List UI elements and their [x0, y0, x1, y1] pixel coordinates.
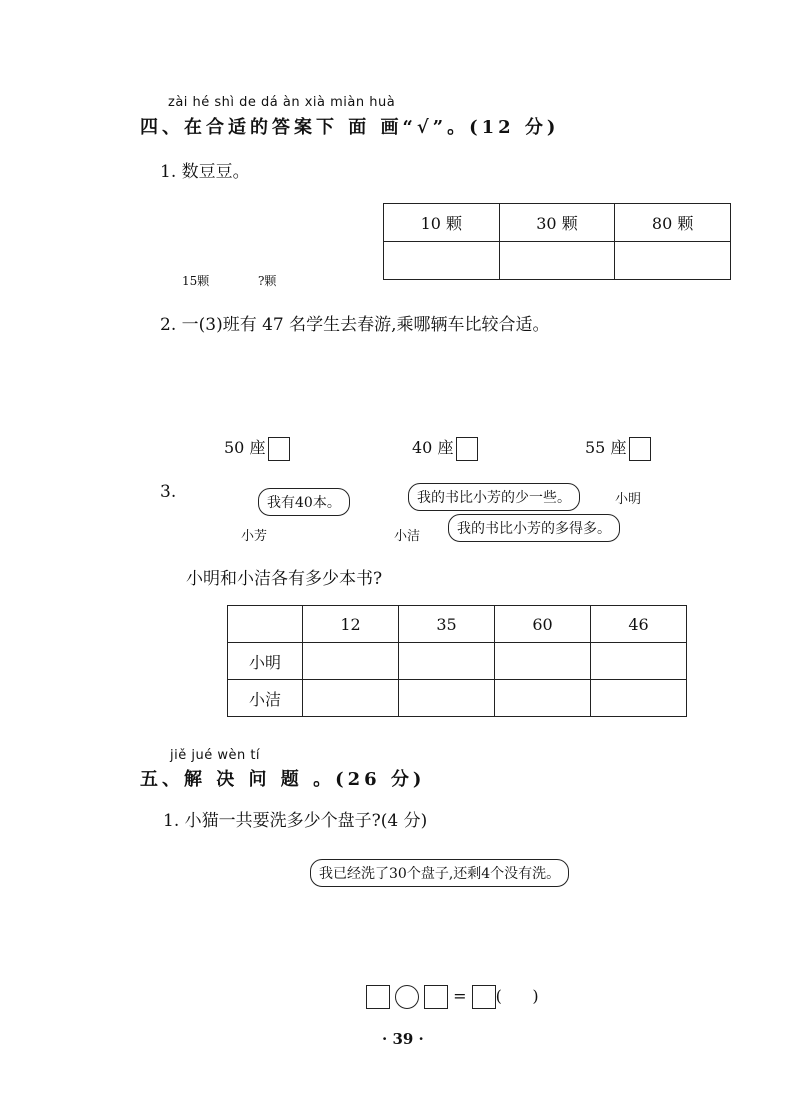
equation-operand-2[interactable] — [424, 985, 448, 1009]
q3-cell[interactable] — [399, 680, 495, 717]
section5-pinyin: jiě jué wèn tí — [170, 748, 261, 763]
q3-option-60: 60 — [495, 606, 591, 643]
q3-answer-table — [227, 605, 687, 717]
seat-checkbox-55[interactable] — [629, 437, 651, 461]
q3-cell[interactable] — [591, 680, 687, 717]
q3-row-label-xiaoming: 小明 — [228, 643, 303, 680]
seat-option-55 — [585, 435, 651, 461]
q3-option-46: 46 — [591, 606, 687, 643]
q3-question: 小明和小洁各有多少本书? — [186, 569, 383, 589]
equation-operand-1[interactable] — [366, 985, 390, 1009]
q3-option-35: 35 — [399, 606, 495, 643]
q1-check-cell-1[interactable] — [384, 242, 500, 280]
name-xiaofang: 小芳 — [241, 529, 268, 544]
speech-cat: 我已经洗了30个盘子,还剩4个没有洗。 — [310, 859, 569, 887]
q1-check-cell-2[interactable] — [499, 242, 615, 280]
q3-cell[interactable] — [591, 643, 687, 680]
seat-option-40 — [412, 435, 478, 461]
seat-label-55: 55 座 — [585, 438, 627, 457]
section4-title: 四、在合适的答案下 面 画“√”。(12 分) — [140, 117, 560, 138]
seat-label-50: 50 座 — [224, 438, 266, 457]
q2-label: 2. 一(3)班有 47 名学生去春游,乘哪辆车比较合适。 — [160, 315, 550, 335]
q3-option-12: 12 — [303, 606, 399, 643]
q1-answer-table — [383, 203, 731, 280]
jar1-caption: 15颗 — [182, 274, 210, 288]
q3-cell[interactable] — [303, 643, 399, 680]
equation-equals: = — [453, 986, 467, 1006]
section5-title: 五、解 决 问 题 。(26 分) — [140, 769, 426, 790]
seat-checkbox-40[interactable] — [456, 437, 478, 461]
equation-result[interactable] — [472, 985, 496, 1009]
q1-check-cell-3[interactable] — [615, 242, 731, 280]
equation-unit[interactable]: ( ) — [495, 986, 539, 1006]
seat-checkbox-50[interactable] — [268, 437, 290, 461]
p1-label: 1. 小猫一共要洗多少个盘子?(4 分) — [163, 811, 428, 831]
seat-label-40: 40 座 — [412, 438, 454, 457]
q3-row-label-xiaojie: 小洁 — [228, 680, 303, 717]
name-xiaoming: 小明 — [615, 492, 642, 507]
speech-xiaoming: 我的书比小芳的多得多。 — [448, 514, 620, 542]
speech-xiaojie: 我的书比小芳的少一些。 — [408, 483, 580, 511]
q3-cell[interactable] — [303, 680, 399, 717]
seat-option-50 — [224, 435, 290, 461]
q3-header-blank — [228, 606, 303, 643]
page-number: · 39 · — [382, 1030, 424, 1048]
q3-cell[interactable] — [495, 643, 591, 680]
p1-equation — [366, 985, 539, 1009]
equation-operator[interactable] — [395, 985, 419, 1009]
q3-cell[interactable] — [495, 680, 591, 717]
name-xiaojie: 小洁 — [394, 529, 421, 544]
q3-label: 3. — [160, 482, 177, 502]
q1-option-1: 10 颗 — [384, 204, 500, 242]
q3-cell[interactable] — [399, 643, 495, 680]
speech-xiaofang: 我有40本。 — [258, 488, 350, 516]
jar2-caption: ?颗 — [258, 274, 277, 288]
q1-option-2: 30 颗 — [499, 204, 615, 242]
section4-pinyin: zài hé shì de dá àn xià miàn huà — [168, 95, 396, 110]
q1-option-3: 80 颗 — [615, 204, 731, 242]
q1-label: 1. 数豆豆。 — [160, 162, 250, 182]
